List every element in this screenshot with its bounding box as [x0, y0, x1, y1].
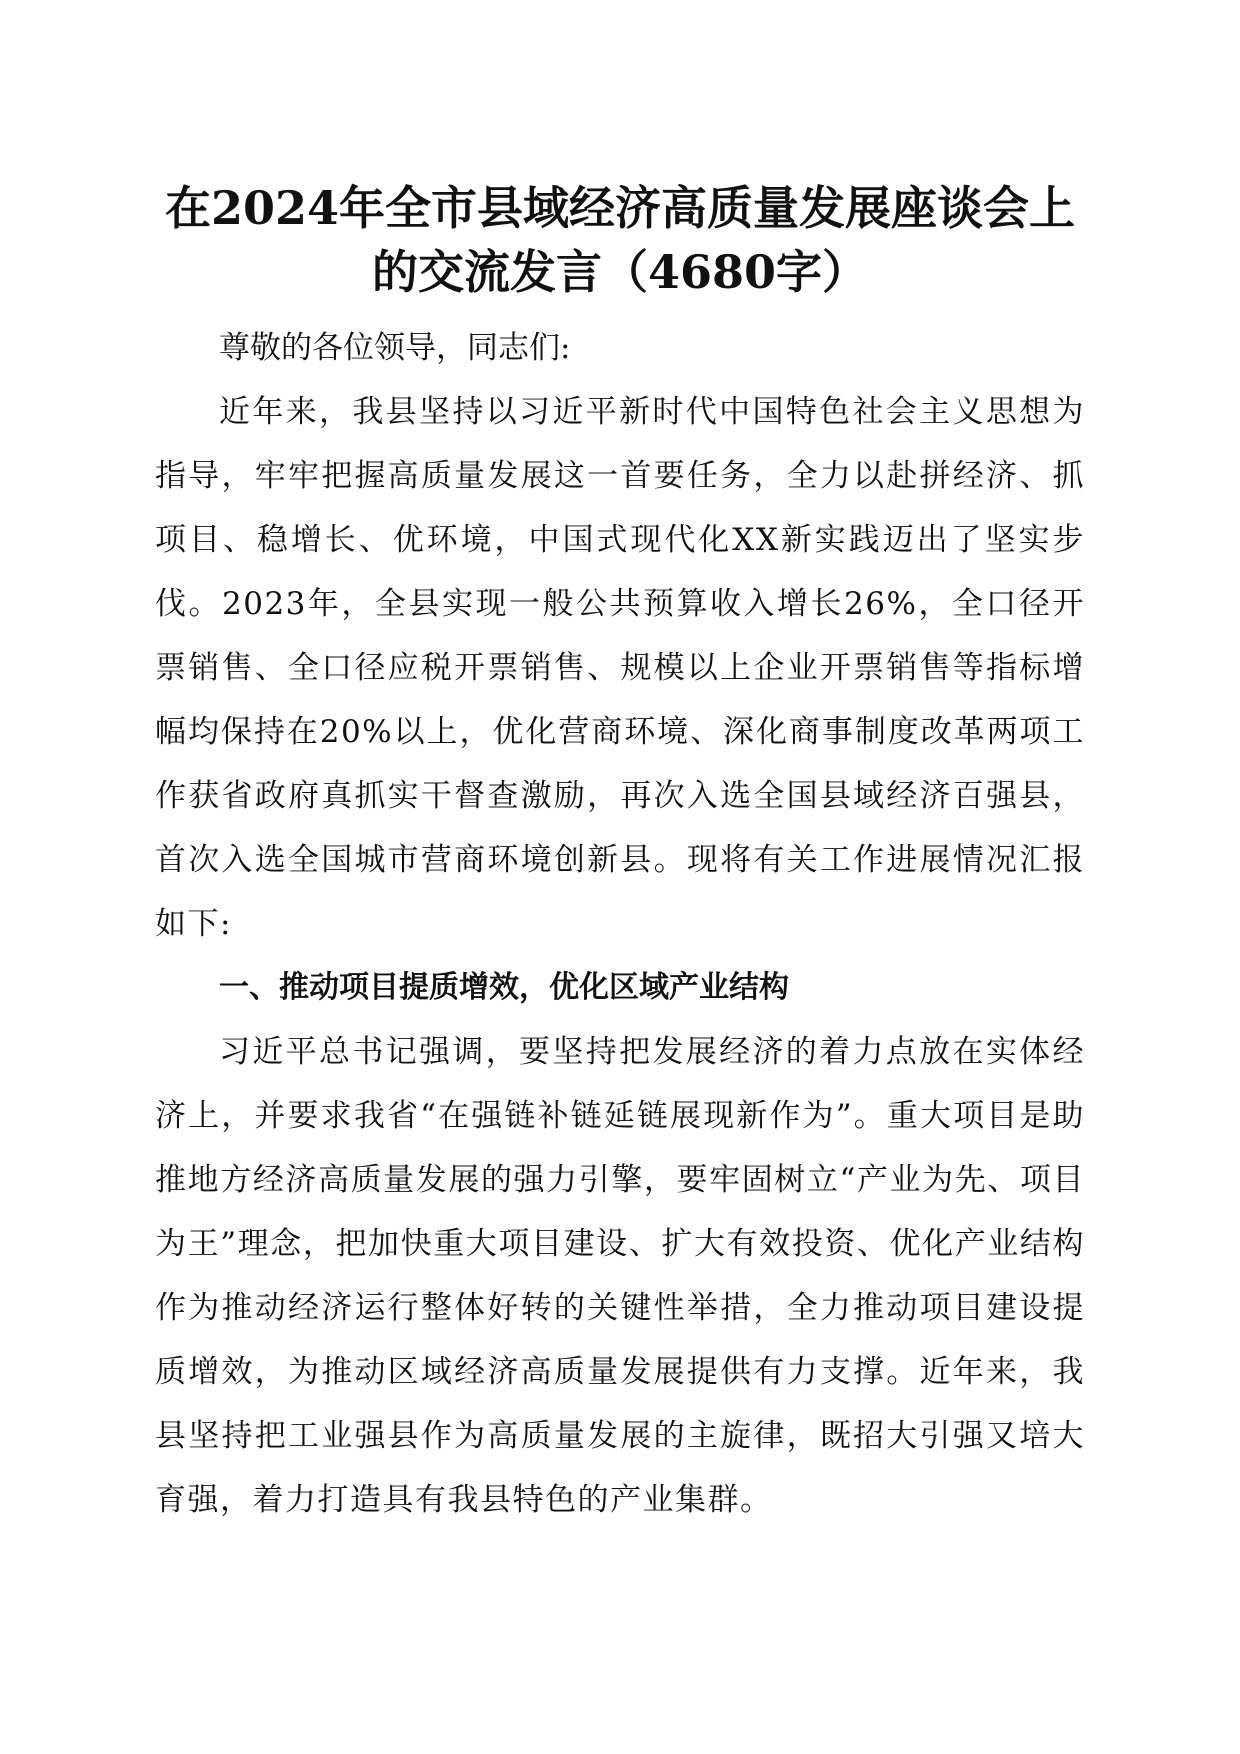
title-line-2: 的交流发言（4680字）: [371, 245, 869, 299]
document-title: [130, 176, 1110, 304]
paragraph-intro: 近年来，我县坚持以习近平新时代中国特色社会主义思想为指导，牢牢把握高质量发展这一首要任务，全力以赴拼经济、抓项目、稳增长、优环境，中国式现代化XX新实践迈出了坚实步伐。2023年，全县实现一般公共预算收入增长26%，全口径开票销售、全口径应税开票销售、规模以上企业开票销售等指标增幅均保持在20%以上，优化营商环境、深化商事制度改革两项工作获省政府真抓实干督查激励，再次入选全国县域经济百强县，首次入选全国城市营商环境创新县。现将有关工作进展情况汇报如下:: [155, 394, 1085, 942]
salutation: 尊敬的各位领导，同志们:: [219, 330, 571, 366]
paragraph-section-1: 习近平总书记强调，要坚持把发展经济的着力点放在实体经济上，并要求我省“在强链补链延链展现新作为”。重大项目是助推地方经济高质量发展的强力引擎，要牢固树立“产业为先、项目为王”理念，把加快重大项目建设、扩大有效投资、优化产业结构作为推动经济运行整体好转的关键性举措，全力推动项目建设提质增效，为推动区域经济高质量发展提供有力支撑。近年来，我县坚持把工业强县作为高质量发展的主旋律，既招大引强又培大育强，着力打造具有我县特色的产业集群。: [155, 1034, 1085, 1518]
title-line-1: 在2024年全市县域经济高质量发展座谈会上: [164, 181, 1076, 235]
document-body: [155, 316, 1085, 1532]
section-heading-1: 一、推动项目提质增效，优化区域产业结构: [219, 970, 789, 1005]
